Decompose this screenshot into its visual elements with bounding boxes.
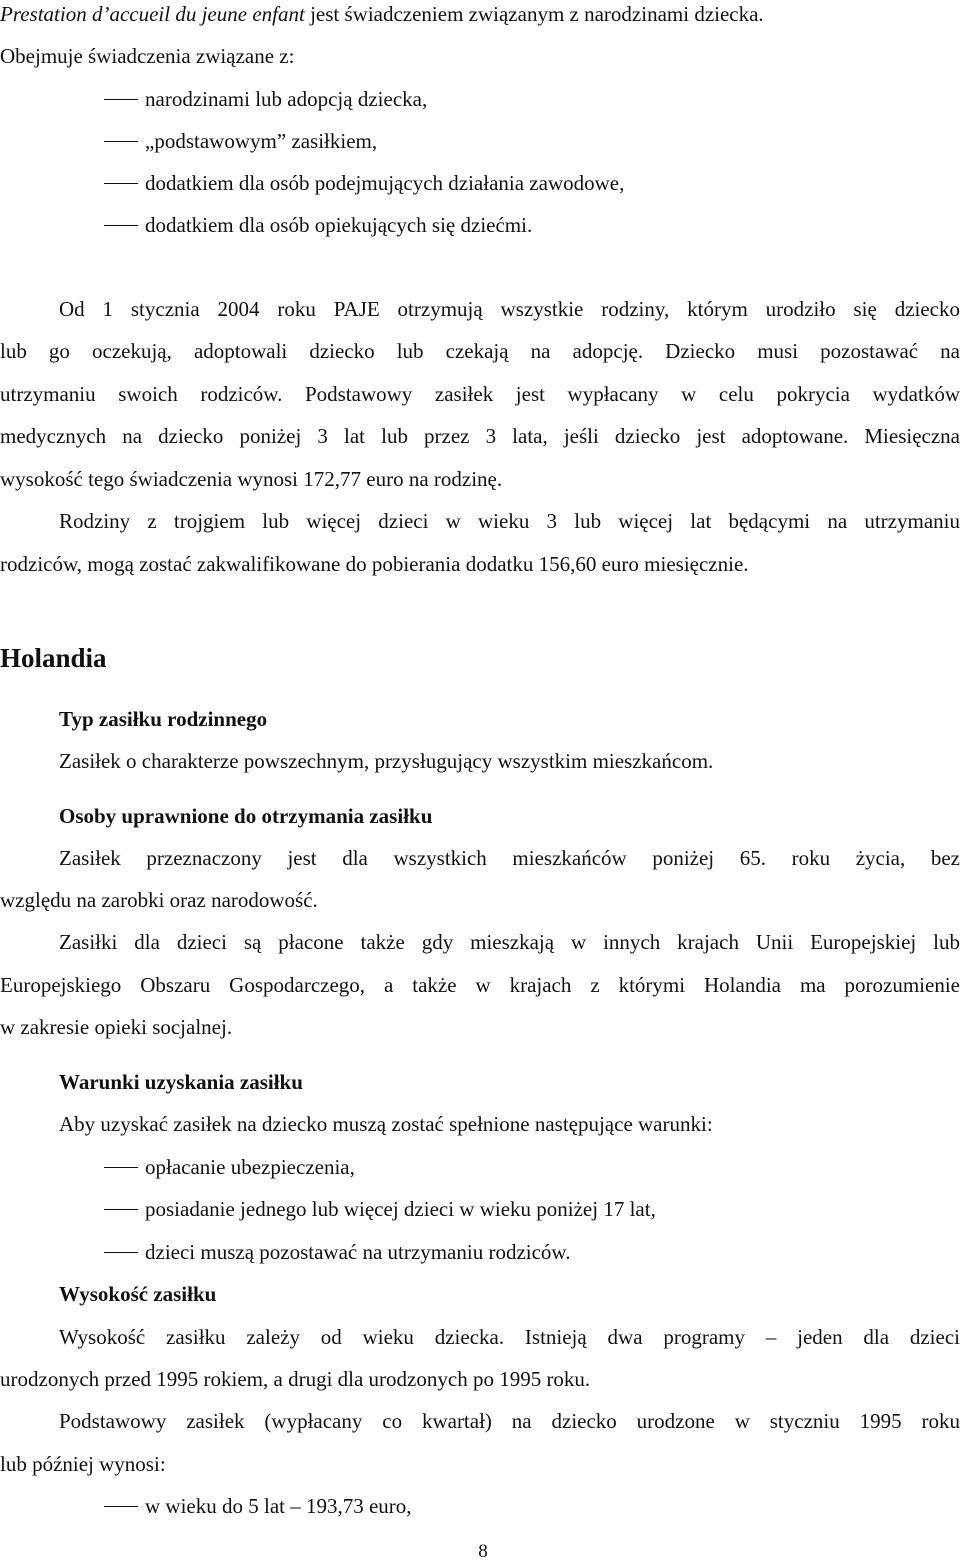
osoby-line: Zasiłek przeznaczony jest dla wszystkich mieszkańców poniżej 65. roku życia, bez (59, 846, 960, 870)
para1-line: Od 1 stycznia 2004 roku PAJE otrzymują wszystkie rodziny, którym urodziło się dziecko (59, 297, 960, 321)
podstawowy-line: Podstawowy zasiłek (wypłacany co kwartał) na dziecko urodzone w styczniu 1995 roku (59, 1409, 960, 1433)
zasilki-line: w zakresie opieki socjalnej. (0, 1015, 233, 1039)
page-number: 8 (478, 1541, 488, 1562)
osoby-line: względu na zarobki oraz narodowość. (0, 888, 318, 912)
dash-bullet-icon (104, 141, 138, 142)
para2-line: rodziców, mogą zostać zakwalifikowane do pobierania dodatku 156,60 euro miesięcznie. (0, 552, 749, 576)
bullet-text: dodatkiem dla osób opiekujących się dziećmi. (145, 213, 533, 237)
zasilki-line: Europejskiego Obszaru Gospodarczego, a także w krajach z którymi Holandia ma porozumienie (0, 973, 960, 997)
dash-bullet-icon (104, 99, 138, 100)
bullet-text: opłacanie ubezpieczenia, (145, 1155, 355, 1179)
warunki-heading: Warunki uzyskania zasiłku (59, 1070, 303, 1094)
para1-line: utrzymaniu swoich rodziców. Podstawowy zasiłek jest wypłacany w celu pokrycia wydatków (0, 382, 960, 406)
bullet-text: „podstawowym” zasiłkiem, (145, 129, 378, 153)
bullet-text: narodzinami lub adopcją dziecka, (145, 87, 428, 111)
podstawowy-line: lub później wynosi: (0, 1452, 166, 1476)
para1-line: wysokość tego świadczenia wynosi 172,77 euro na rodzinę. (0, 467, 503, 491)
dash-bullet-icon (104, 1252, 138, 1253)
bullet-text: dodatkiem dla osób podejmujących działania zawodowe, (145, 171, 625, 195)
zasilki-line: Zasiłki dla dzieci są płacone także gdy mieszkają w innych krajach Unii Europejskiej lub (59, 930, 960, 954)
para1-line: medycznych na dziecko poniżej 3 lat lub przez 3 lata, jeśli dziecko jest adoptowane. Miesięczna (0, 424, 960, 448)
wysokosc-line: Wysokość zasiłku zależy od wieku dziecka. Istnieją dwa programy – jeden dla dzieci (59, 1325, 960, 1349)
intro-line-2: Obejmuje świadczenia związane z: (0, 44, 295, 68)
intro-italic-term: Prestation d’accueil du jeune enfant (0, 2, 305, 26)
warunki-text: Aby uzyskać zasiłek na dziecko muszą zostać spełnione następujące warunki: (59, 1112, 713, 1136)
para2-line: Rodziny z trojgiem lub więcej dzieci w wieku 3 lub więcej lat będącymi na utrzymaniu (59, 509, 960, 533)
typ-heading: Typ zasiłku rodzinnego (59, 707, 268, 731)
intro-line-1-rest: jest świadczeniem związanym z narodzinami dziecka. (304, 2, 764, 26)
bullet-text: dzieci muszą pozostawać na utrzymaniu rodziców. (145, 1240, 571, 1264)
bullet-text: w wieku do 5 lat – 193,73 euro, (145, 1494, 412, 1518)
dash-bullet-icon (104, 183, 138, 184)
dash-bullet-icon (104, 225, 138, 226)
wysokosc-heading: Wysokość zasiłku (59, 1282, 217, 1306)
osoby-heading: Osoby uprawnione do otrzymania zasiłku (59, 804, 433, 828)
dash-bullet-icon (104, 1506, 138, 1507)
typ-text: Zasiłek o charakterze powszechnym, przysługujący wszystkim mieszkańcom. (59, 749, 714, 773)
dash-bullet-icon (104, 1167, 138, 1168)
dash-bullet-icon (104, 1209, 138, 1210)
wysokosc-line: urodzonych przed 1995 rokiem, a drugi dla urodzonych po 1995 roku. (0, 1367, 591, 1391)
section-title: Holandia (0, 643, 107, 673)
para1-line: lub go oczekują, adoptowali dziecko lub czekają na adopcję. Dziecko musi pozostawać na (0, 339, 960, 363)
bullet-text: posiadanie jednego lub więcej dzieci w wieku poniżej 17 lat, (145, 1197, 656, 1221)
intro-line-1 (0, 0, 960, 28)
